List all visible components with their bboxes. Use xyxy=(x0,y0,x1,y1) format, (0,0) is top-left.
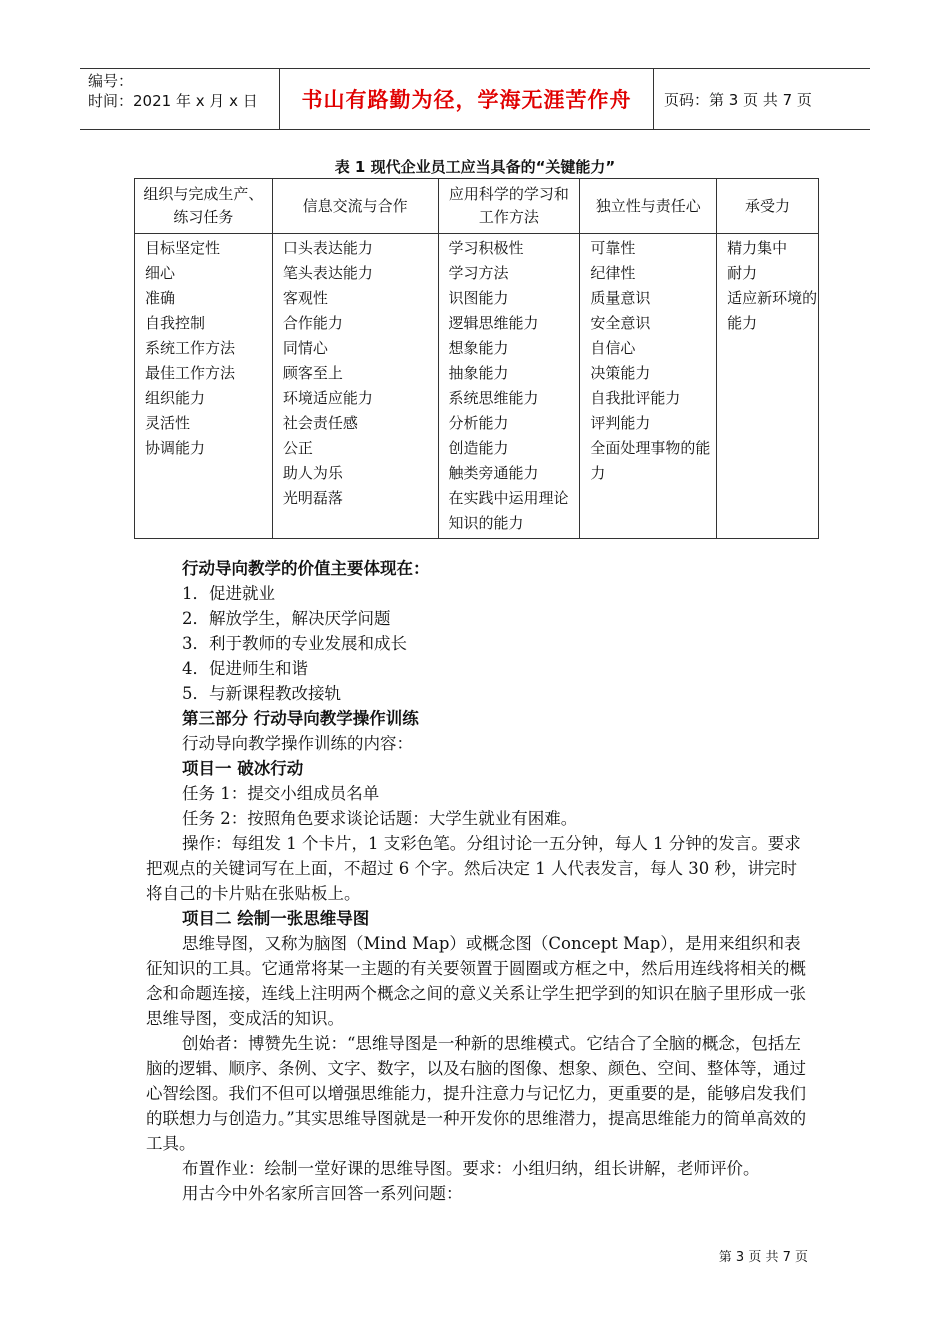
table-cell-item: 抽象能力 xyxy=(448,364,509,382)
table-cell-item: 光明磊落 xyxy=(282,489,343,507)
table-cell xyxy=(272,234,438,539)
table-cell-item: 环境适应能力 xyxy=(282,389,373,407)
table-cell-item: 自我批评能力 xyxy=(590,389,681,407)
column-header: 承受力 xyxy=(717,179,819,234)
table-cell-item: 评判能力 xyxy=(590,414,651,432)
header-page-info: 页码：第 3 页 共 7 页 xyxy=(664,90,812,109)
operation-paragraph: 操作：每组发 1 个卡片，1 支彩色笔。分组讨论一五分钟，每人 1 分钟的发言。要求把观点的关键词写在上面，不超过 6 个字。然后决定 1 人代表发言，每人 30 秒，讲完时将自己的卡片贴在张贴板上。 xyxy=(146,834,801,903)
header-motto: 书山有路勤为径，学海无涯苦作舟 xyxy=(280,69,654,129)
list-item: 5．与新课程教改接轨 xyxy=(182,684,341,703)
table-cell-item: 口头表达能力 xyxy=(282,239,373,257)
table-cell-item: 顾客至上 xyxy=(282,364,343,382)
table-cell-item: 分析能力 xyxy=(448,414,509,432)
list-item: 2．解放学生，解决厌学问题 xyxy=(182,609,391,628)
table-cell-item: 笔头表达能力 xyxy=(282,264,373,282)
page-header xyxy=(80,68,870,130)
table-cell-item: 逻辑思维能力 xyxy=(448,314,539,332)
table-cell-item: 准确 xyxy=(145,289,176,307)
table-cell-item: 安全意识 xyxy=(590,314,651,332)
founder-quote: 创始者：博赞先生说：“思维导图是一种新的思维模式。它结合了全脑的概念，包括左脑的逻辑、顺序、条例、文字、数字，以及右脑的图像、想象、颜色、空间、整体等，通过心智绘图。我们不但可以增强思维能力，提升注意力与记忆力，更重要的是，能够启发我们的联想力与创造力。”其实思维导图就是一种开发你的思维潜力，提高思维能力的简单高效的工具。 xyxy=(146,1034,807,1153)
key-abilities-table xyxy=(134,178,819,539)
table-cell-item: 全面处理事物的能力 xyxy=(590,439,711,482)
number-label: 编号： xyxy=(88,72,134,90)
list-item: 3．利于教师的专业发展和成长 xyxy=(182,634,407,653)
document-body xyxy=(146,556,810,1206)
table-cell-item: 在实践中运用理论知识的能力 xyxy=(448,489,569,532)
table-cell xyxy=(580,234,717,539)
table-cell-item: 公正 xyxy=(282,439,313,457)
header-meta xyxy=(80,69,280,129)
table-cell xyxy=(438,234,580,539)
table-cell-item: 自信心 xyxy=(590,339,636,357)
table-cell-item: 想象能力 xyxy=(448,339,509,357)
table-cell-item: 学习方法 xyxy=(448,264,509,282)
table-cell-item: 适应新环境的能力 xyxy=(727,289,818,332)
column-header: 组织与完成生产、练习任务 xyxy=(135,179,273,234)
table-cell-item: 系统思维能力 xyxy=(448,389,539,407)
table-caption: 表 1 现代企业员工应当具备的“关键能力” xyxy=(334,158,616,176)
table-cell-item: 组织能力 xyxy=(145,389,206,407)
table-cell-item: 耐力 xyxy=(727,264,758,282)
list-item: 1．促进就业 xyxy=(182,584,275,603)
table-cell-item: 触类旁通能力 xyxy=(448,464,539,482)
task1: 任务 1：提交小组成员名单 xyxy=(182,784,380,803)
table-cell-item: 协调能力 xyxy=(145,439,206,457)
table-cell-item: 自我控制 xyxy=(145,314,206,332)
table-cell-item: 识图能力 xyxy=(448,289,509,307)
part3-heading: 第三部分 行动导向教学操作训练 xyxy=(182,709,419,728)
table-row xyxy=(135,234,819,539)
mindmap-definition: 思维导图，又称为脑图（Mind Map）或概念图（Concept Map），是用来组织和表征知识的工具。它通常将某一主题的有关要领置于圆圈或方框之中，然后用连线将相关的概念和命题连接，连线上注明两个概念之间的意义关系让学生把学到的知识在脑子里形成一张思维导图，变成活的知识。 xyxy=(146,934,806,1028)
date-line: 时间：2021 年 x 月 x 日 xyxy=(88,92,258,110)
project1-heading: 项目一 破冰行动 xyxy=(182,759,304,778)
table-cell xyxy=(717,234,819,539)
table-cell-item: 助人为乐 xyxy=(282,464,343,482)
table-cell-item: 细心 xyxy=(145,264,176,282)
table-cell-item: 学习积极性 xyxy=(448,239,524,257)
column-header: 信息交流与合作 xyxy=(272,179,438,234)
table-cell-item: 灵活性 xyxy=(145,414,191,432)
value-heading: 行动导向教学的价值主要体现在： xyxy=(182,559,430,578)
homework-paragraph: 布置作业：绘制一堂好课的思维导图。要求：小组归纳，组长讲解，老师评价。 xyxy=(182,1159,760,1178)
table-cell-item: 合作能力 xyxy=(282,314,343,332)
page-footer: 第 3 页 共 7 页 xyxy=(718,1250,808,1265)
part3-intro: 行动导向教学操作训练的内容： xyxy=(182,734,413,753)
table-cell-item: 最佳工作方法 xyxy=(145,364,236,382)
column-header: 独立性与责任心 xyxy=(580,179,717,234)
table-cell xyxy=(135,234,273,539)
list-item: 4．促进师生和谐 xyxy=(182,659,308,678)
table-cell-item: 纪律性 xyxy=(590,264,636,282)
table-cell-item: 同情心 xyxy=(282,339,328,357)
column-header: 应用科学的学习和工作方法 xyxy=(438,179,580,234)
table-cell-item: 目标坚定性 xyxy=(145,239,221,257)
project2-heading: 项目二 绘制一张思维导图 xyxy=(182,909,370,928)
table-cell-item: 精力集中 xyxy=(727,239,788,257)
task2: 任务 2：按照角色要求谈论话题：大学生就业有困难。 xyxy=(182,809,578,828)
table-header-row xyxy=(135,179,819,234)
table-cell-item: 创造能力 xyxy=(448,439,509,457)
table-cell-item: 决策能力 xyxy=(590,364,651,382)
table-cell-item: 可靠性 xyxy=(590,239,636,257)
table-cell-item: 客观性 xyxy=(282,289,328,307)
table-cell-item: 社会责任感 xyxy=(282,414,358,432)
quotes-line: 用古今中外名家所言回答一系列问题： xyxy=(182,1184,463,1203)
table-cell-item: 质量意识 xyxy=(590,289,651,307)
table-cell-item: 系统工作方法 xyxy=(145,339,236,357)
